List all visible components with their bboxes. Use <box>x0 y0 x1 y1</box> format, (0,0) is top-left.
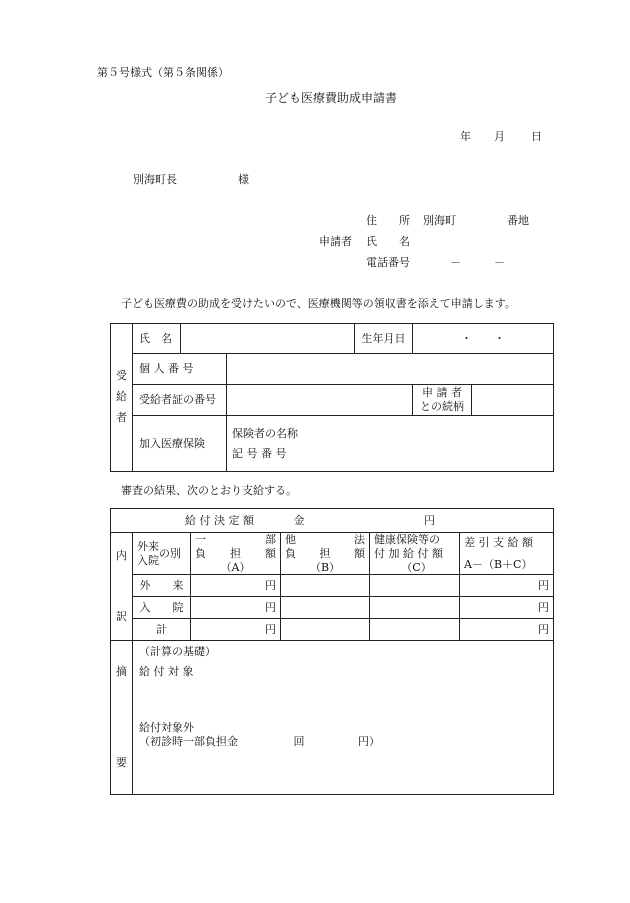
table-row: 計 円 円 <box>111 619 554 641</box>
payment-table <box>110 508 554 795</box>
summary-field[interactable] <box>133 641 554 795</box>
form-number: 第５号様式（第５条関係） <box>97 66 229 79</box>
table-row: 外 来 円 円 <box>111 575 554 597</box>
insurer-name-label: 保険者の名称 <box>232 426 298 440</box>
address-value: 別海町 <box>423 214 456 227</box>
name-field[interactable] <box>181 324 355 354</box>
decision-label: 給 付 決 定 額 <box>185 513 254 527</box>
addressee-suffix: 様 <box>238 173 249 186</box>
decision-kin: 金 <box>293 513 305 527</box>
breakdown-side-label: 内 訳 <box>111 533 133 641</box>
applicant-role-label: 申請者 <box>319 235 352 248</box>
first-visit-line: （初診時一部負担金 回 円） <box>139 734 380 748</box>
address-label: 住 所 <box>366 214 410 227</box>
phone-separator: － <box>450 256 461 269</box>
personal-number-field[interactable] <box>227 354 554 385</box>
relation-label: 申 請 者 との続柄 <box>413 385 472 416</box>
basis-label: （計算の基礎） <box>139 645 216 659</box>
review-text: 審査の結果、次のとおり支給する。 <box>121 484 297 497</box>
symbol-number-label: 記 号 番 号 <box>232 446 287 460</box>
col-d-header: 差 引 支 給 額 A－（B＋C） <box>460 533 554 575</box>
table-row: 入 院 円 円 <box>111 597 554 619</box>
col-type-header: 外来 入院 の別 <box>133 533 191 575</box>
cert-number-label: 受給者証の番号 <box>133 385 227 416</box>
intro-text: 子ども医療費の助成を受けたいので、医療機関等の領収書を添えて申請します。 <box>121 297 516 310</box>
relation-field[interactable] <box>472 385 554 416</box>
recipient-table <box>110 323 554 472</box>
phone-label: 電話番号 <box>366 256 410 269</box>
cert-number-field[interactable] <box>227 385 413 416</box>
target-label: 給 付 対 象 <box>139 665 194 678</box>
date-year-label: 年 <box>460 130 471 143</box>
col-c-header: 健康保険等の 付 加 給 付 額 （C） <box>370 533 460 575</box>
col-a-header: 一 部 負 担 額 （A） <box>191 533 281 575</box>
address-suffix: 番地 <box>507 214 529 227</box>
birth-label: 生年月日 <box>355 324 413 354</box>
date-month-label: 月 <box>494 130 505 143</box>
name-label: 氏 名 <box>133 324 181 354</box>
phone-separator: － <box>494 256 505 269</box>
personal-number-label: 個 人 番 号 <box>133 354 227 385</box>
applicant-name-label: 氏 名 <box>366 235 410 248</box>
recipient-side-label: 受給者 <box>111 324 133 472</box>
birth-dots: ・ ・ <box>461 331 505 345</box>
page-title: 子ども医療費助成申請書 <box>265 91 398 105</box>
summary-side-label: 摘 要 <box>111 641 133 795</box>
decision-yen: 円 <box>424 513 435 527</box>
decision-amount-row <box>111 509 554 533</box>
non-target-label: 給付対象外 <box>139 720 194 734</box>
date-day-label: 日 <box>531 130 542 143</box>
addressee: 別海町長 <box>133 173 177 186</box>
insurance-label: 加入医療保険 <box>133 416 227 472</box>
insurance-field[interactable] <box>227 416 554 472</box>
col-b-header: 他 法 負 担 額 （B） <box>281 533 370 575</box>
birth-field[interactable] <box>413 324 554 354</box>
